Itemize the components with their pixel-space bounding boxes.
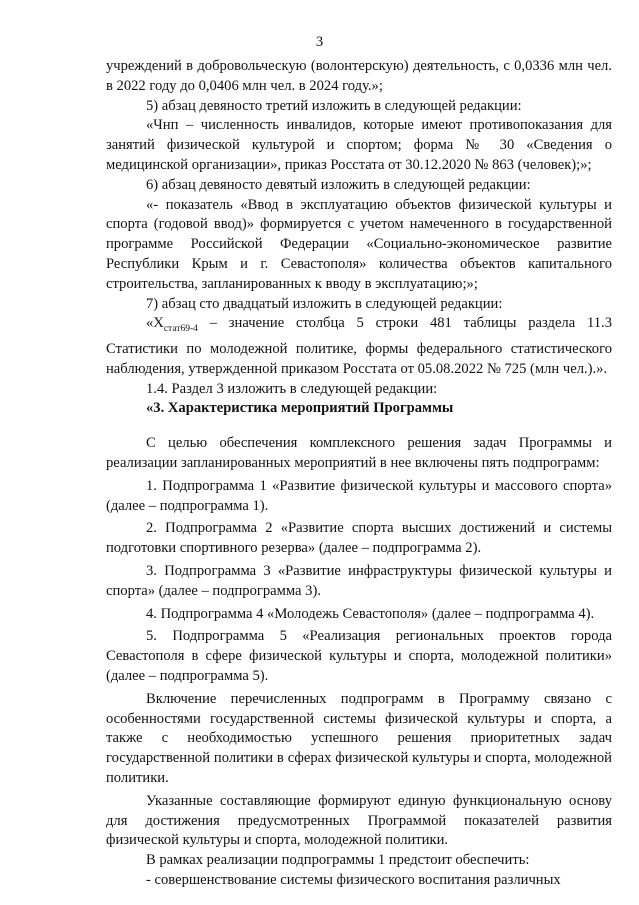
document-body	[106, 57, 612, 891]
paragraph: 6) абзац девяносто девятый изложить в следующей редакции:	[146, 176, 531, 193]
paragraph: Указанные составляющие формируют единую функциональную основу для достижения предусмотренных Программой показателей развития физической культуры и спорта, молодежной политики.	[106, 792, 612, 849]
list-item: 3. Подпрограмма 3 «Развитие инфраструктуры физической культуры и спорта» (далее – подпрограмма 3).	[106, 563, 612, 599]
page-number: 3	[315, 34, 324, 50]
list-item: 1. Подпрограмма 1 «Развитие физической культуры и массового спорта» (далее – подпрограмма 1).	[106, 477, 612, 514]
list-item: 2. Подпрограмма 2 «Развитие спорта высших достижений и системы подготовки спортивного резерва» (далее – подпрограмма 2).	[106, 520, 612, 557]
paragraph: «- показатель «Ввод в эксплуатацию объектов физической культуры и спорта (годовой ввод)» формируется с учетом намеченного в государственной программе Российской Федерации «Социально-экономическое развитие Республики Крым и г. Севастополя» количества объектов капитального строительства, запланированных к вводу в эксплуатацию;»;	[106, 196, 612, 292]
paragraph: Включение перечисленных подпрограмм в Программу связано с особенностями государственной системы физической культуры и спорта, а также с необходимостью успешного решения приоритетных задач государственной политики в сферах физической культуры и спорта, молодежной политики.	[106, 690, 612, 786]
paragraph: 7) абзац сто двадцатый изложить в следующей редакции:	[146, 295, 503, 312]
formula-paragraph	[106, 314, 612, 379]
paragraph: учреждений в добровольческую (волонтерскую) деятельность, с 0,0336 млн чел. в 2022 году до 0,0406 млн чел. в 2024 году.»;	[106, 58, 612, 94]
paragraph: В рамках реализации подпрограммы 1 предстоит обеспечить:	[146, 852, 530, 869]
paragraph: - совершенствование системы физического воспитания различных	[146, 871, 561, 888]
list-item: 4. Подпрограмма 4 «Молодежь Севастополя» (далее – подпрограмма 4).	[146, 605, 595, 622]
paragraph: 5) абзац девяносто третий изложить в следующей редакции:	[146, 97, 522, 114]
list-item: 5. Подпрограмма 5 «Реализация региональных проектов города Севастополя в сфере физической культуры и спорта, молодежной политики» (далее – подпрограмма 5).	[106, 628, 612, 685]
paragraph: 1.4. Раздел 3 изложить в следующей редакции:	[146, 380, 438, 397]
section-heading: «3. Характеристика мероприятий Программы	[146, 400, 454, 417]
formula-symbol: «Х	[146, 315, 164, 332]
paragraph: С целью обеспечения комплексного решения задач Программы и реализации запланированных мероприятий в нее включены пять подпрограмм:	[106, 435, 612, 472]
paragraph: «Чнп – численность инвалидов, которые имеют противопоказания для занятий физической культурой и спортом; форма № 30 «Сведения о медицинской организации», приказ Росстата от 30.12.2020 № 863 (человек);»;	[106, 117, 612, 173]
formula-subscript: стат69-4	[163, 324, 198, 335]
formula-text: – значение столбца 5 строки 481 таблицы раздела 11.3 Статистики по молодежной политике, формы федерального статистического наблюдения, утвержденной приказом Росстата от 05.08.2022 № 725 (млн чел.).».	[106, 315, 612, 377]
